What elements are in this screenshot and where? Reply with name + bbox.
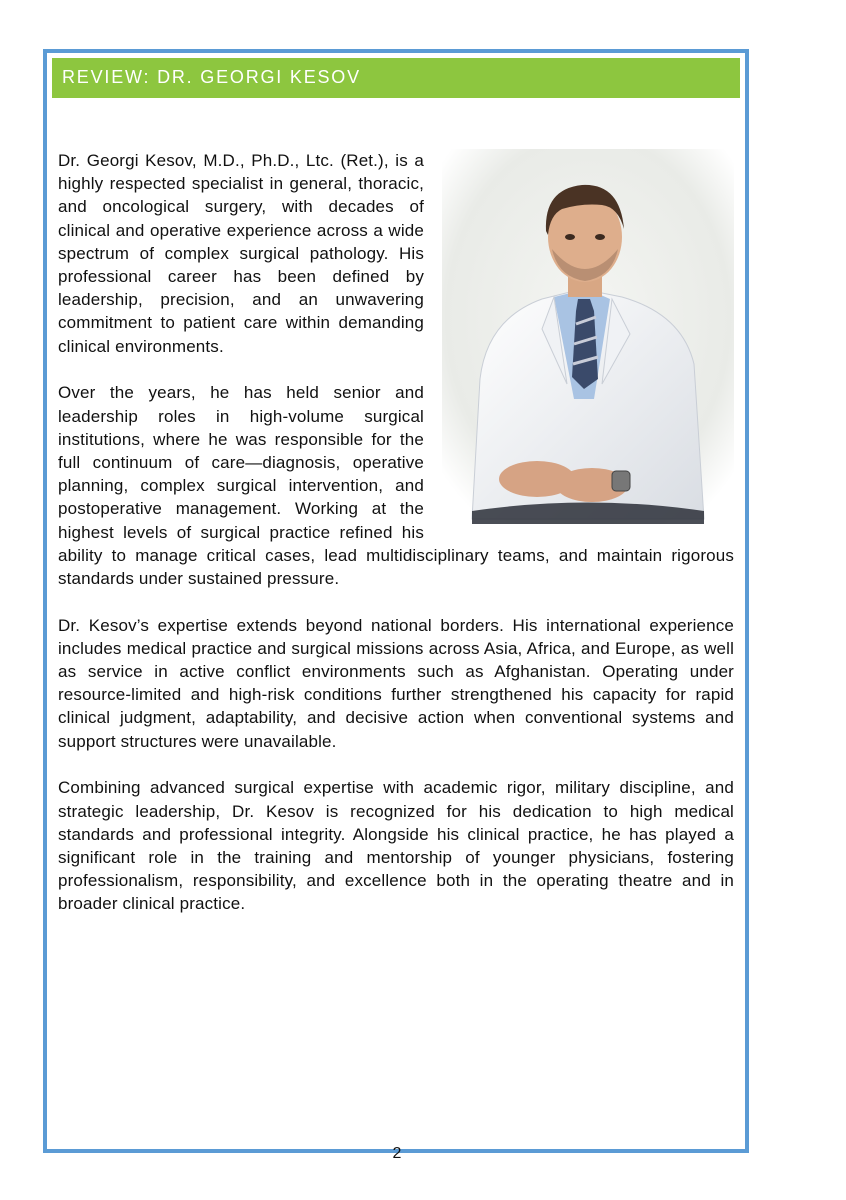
paragraph-intro: Dr. Georgi Kesov, M.D., Ph.D., Ltc. (Ret.), is a highly respected specialist in general, thoracic, and oncological surgery, with decades of clinical and operative experience across a wide spectrum of complex surgical pathology. His professional career has been defined by leadership, precision, and an unwavering commitment to patient care within demanding clinical environments. — [58, 151, 424, 356]
section-header — [52, 58, 740, 98]
page-number: 2 — [392, 1145, 402, 1162]
portrait-doctor-icon — [442, 149, 734, 524]
page-frame — [43, 49, 749, 1162]
paragraph-international: Dr. Kesov’s expertise extends beyond national borders. His international experience includes medical practice and surgical missions across Asia, Africa, and Europe, as well as service in active conflict environments such as Afghanistan. Operating under resource-limited and high-risk conditions further strengthened his capacity for rapid clinical judgment, adaptability, and decisive action when conventional systems and support structures were unavailable. — [58, 615, 734, 751]
header-title: REVIEW: DR. GEORGI KESOV — [62, 67, 361, 87]
paragraph-career: Over the years, he has held senior and leadership roles in high-volume surgical institutions, where he was responsible for the full continuum of care—diagnosis, operative planning, complex surgical intervention, and postoperative management. Working at the highest levels of surgical practice refined his ability to manage critical cases, lead multidisciplinary teams, and maintain rigorous standards under sustained pressure. — [58, 383, 734, 588]
article-body — [58, 149, 734, 939]
paragraph-summary: Combining advanced surgical expertise with academic rigor, military discipline, and strategic leadership, Dr. Kesov is recognized for his dedication to high medical standards and professional integrity. Alongside his clinical practice, he has played a significant role in the training and mentorship of younger physicians, fostering professionalism, responsibility, and excellence both in the operating theatre and in broader clinical practice. — [58, 778, 734, 914]
